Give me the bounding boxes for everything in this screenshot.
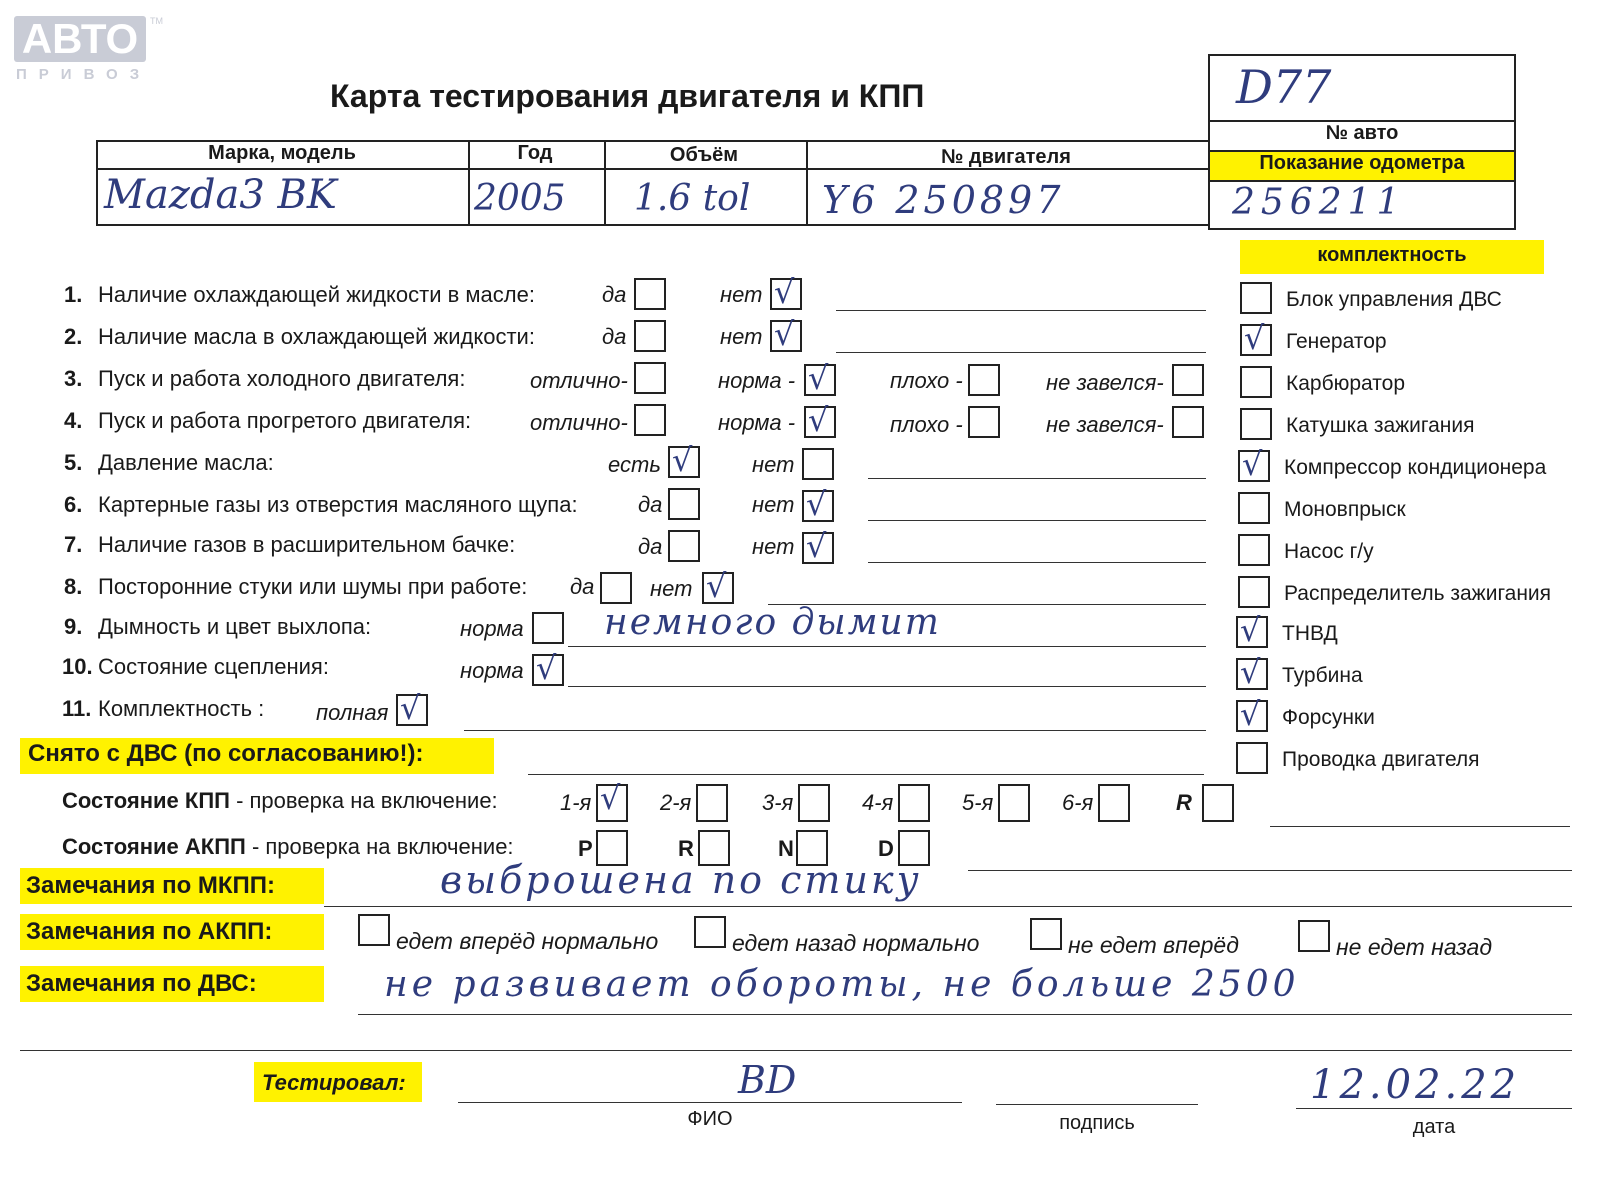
fio-line: [458, 1102, 962, 1103]
removed-label: Снято с ДВС (по согласованию!):: [28, 740, 424, 767]
check-mark-icon: √: [672, 441, 693, 479]
akpp-no-back-label: не едет назад: [1336, 934, 1493, 960]
gear-checkbox[interactable]: [1098, 784, 1130, 822]
question-text: Комплектность :: [98, 696, 265, 721]
q3-normal-checkbox[interactable]: [804, 359, 836, 397]
dvs-remarks-value: не развивает обороты, не больше 2500: [384, 964, 1300, 1005]
q5-est-checkbox[interactable]: [668, 441, 700, 479]
kit-checkbox[interactable]: [1238, 576, 1270, 608]
odometer-label: Показание одометра: [1259, 152, 1465, 174]
kit-checkbox[interactable]: [1236, 653, 1268, 691]
gear-label: 1-я: [560, 790, 592, 815]
gear-label: 2-я: [660, 790, 692, 815]
question-number: 2.: [64, 324, 83, 349]
gear-label: 3-я: [762, 790, 794, 815]
year-label: Год: [517, 142, 553, 164]
q7-da-checkbox[interactable]: [668, 530, 700, 562]
logo: [14, 16, 164, 86]
engine-label: № двигателя: [941, 146, 1071, 168]
question-number: 4.: [64, 408, 83, 433]
question-number: 3.: [64, 366, 83, 391]
question-number: 5.: [64, 450, 83, 475]
akpp-forward-ok-label: едет вперёд нормально: [396, 928, 659, 954]
akpp-mode-label: R: [678, 836, 694, 861]
check-mark-icon: √: [1244, 319, 1265, 357]
q5-est-label: есть: [608, 452, 661, 477]
q10-norma-checkbox[interactable]: [532, 649, 564, 687]
q4-bad-checkbox[interactable]: [968, 406, 1000, 438]
question-text: Пуск и работа холодного двигателя:: [98, 366, 466, 391]
kit-item-label: Проводка двигателя: [1282, 748, 1480, 771]
car-id-label: № авто: [1325, 122, 1399, 144]
kpp-label: [62, 788, 498, 814]
q9-norma-label: норма: [460, 616, 524, 641]
kit-checkbox[interactable]: [1236, 742, 1268, 774]
akpp-no-forward-checkbox[interactable]: [1030, 918, 1062, 950]
q3-bad-label: плохо -: [890, 368, 963, 393]
gear-checkbox[interactable]: [696, 784, 728, 822]
kit-item-label: Форсунки: [1282, 706, 1375, 729]
kit-checkbox[interactable]: [1240, 366, 1272, 398]
dvs-remarks-label: Замечания по ДВС:: [26, 970, 257, 997]
q4-bad-label: плохо -: [890, 412, 963, 437]
question-number: 1.: [64, 282, 83, 307]
akpp-label-bold: Состояние АКПП: [62, 834, 246, 859]
check-mark-icon: √: [808, 401, 829, 439]
extra-line: [20, 1050, 1572, 1051]
gear-checkbox[interactable]: [898, 784, 930, 822]
kpp-label-bold: Состояние КПП: [62, 788, 230, 813]
check-mark-icon: √: [806, 527, 827, 565]
kit-item-label: Катушка зажигания: [1286, 414, 1475, 437]
date-value: 12.02.22: [1310, 1062, 1521, 1108]
q9-norma-checkbox[interactable]: [532, 612, 564, 644]
q11-full-label: полная: [316, 700, 389, 725]
kit-checkbox[interactable]: [1236, 695, 1268, 733]
kpp-comment-line: [1270, 826, 1570, 827]
q3-normal-label: норма -: [718, 368, 796, 393]
q2-da-label: да: [602, 324, 627, 349]
gear-checkbox[interactable]: [798, 784, 830, 822]
kit-item-label: Генератор: [1286, 330, 1387, 353]
kit-checkbox[interactable]: [1240, 282, 1272, 314]
q6-da-checkbox[interactable]: [668, 488, 700, 520]
gear-checkbox[interactable]: [596, 779, 628, 822]
q3-excellent-label: отлично-: [530, 368, 628, 393]
question-text: Давление масла:: [98, 450, 274, 475]
kit-item-label: ТНВД: [1282, 622, 1338, 645]
volume-value: 1.6 tol: [634, 178, 751, 219]
q4-nostart-checkbox[interactable]: [1172, 406, 1204, 438]
q6-net-checkbox[interactable]: [802, 485, 834, 523]
dvs-remarks-line: [358, 1014, 1572, 1015]
gear-label: 5-я: [962, 790, 994, 815]
q4-normal-label: норма -: [718, 410, 796, 435]
q2-da-checkbox[interactable]: [634, 320, 666, 352]
check-mark-icon: √: [1242, 445, 1263, 483]
kit-checkbox[interactable]: [1238, 445, 1270, 483]
q1-net-label: нет: [720, 282, 763, 307]
kit-checkbox[interactable]: [1236, 611, 1268, 649]
question-number: 6.: [64, 492, 83, 517]
q10-comment-line: [568, 686, 1206, 687]
check-mark-icon: √: [1240, 695, 1261, 733]
kpp-label-rest: - проверка на включение:: [229, 788, 498, 813]
question-text: Посторонние стуки или шумы при работе:: [98, 574, 528, 599]
q11-full-checkbox[interactable]: [396, 689, 428, 727]
mkpp-remarks-value: выброшена по стику: [440, 858, 922, 902]
check-mark-icon: √: [774, 273, 795, 311]
gear-label: 4-я: [862, 790, 894, 815]
kit-item-label: Распределитель зажигания: [1284, 582, 1552, 605]
q10-norma-label: норма: [460, 658, 524, 683]
akpp-mode-label: D: [878, 836, 894, 861]
question-number: 7.: [64, 532, 83, 557]
gear-checkbox[interactable]: [998, 784, 1030, 822]
check-mark-icon: √: [1240, 653, 1261, 691]
q2-net-label: нет: [720, 324, 763, 349]
q5-comment-line: [868, 478, 1206, 479]
logo-tm: TM: [150, 16, 163, 26]
volume-label: Объём: [669, 144, 739, 166]
q8-da-checkbox[interactable]: [600, 572, 632, 604]
car-id-value: D77: [1236, 60, 1332, 114]
question-text: Наличие охлаждающей жидкости в масле:: [98, 282, 535, 307]
akpp-label-rest: - проверка на включение:: [245, 834, 514, 859]
check-mark-icon: √: [808, 359, 829, 397]
q1-da-checkbox[interactable]: [634, 278, 666, 310]
q5-net-checkbox[interactable]: [802, 448, 834, 480]
page-title: Карта тестирования двигателя и КПП: [330, 78, 925, 114]
check-mark-icon: √: [400, 689, 421, 727]
check-mark-icon: √: [1240, 611, 1261, 649]
fio-caption: ФИО: [687, 1108, 733, 1130]
odometer-value: 256211: [1232, 182, 1406, 223]
q1-da-label: да: [602, 282, 627, 307]
kit-item-label: Блок управления ДВС: [1286, 288, 1502, 311]
date-caption: дата: [1412, 1116, 1456, 1138]
mkpp-remarks-label: Замечания по МКПП:: [26, 872, 276, 899]
kit-item-label: Карбюратор: [1286, 372, 1406, 395]
q1-comment-line: [836, 310, 1206, 311]
kit-item-label: Насос г/у: [1284, 540, 1374, 563]
signature-caption: подпись: [1059, 1112, 1135, 1134]
question-number: 9.: [64, 614, 83, 639]
q8-da-label: да: [570, 574, 595, 599]
q9-comment-line: [568, 646, 1206, 647]
akpp-remarks-label: Замечания по АКПП:: [26, 918, 273, 945]
q2-comment-line: [836, 352, 1206, 353]
signature-line: [996, 1104, 1198, 1105]
year-value: 2005: [474, 178, 566, 219]
removed-line: [528, 774, 1204, 775]
q9-comment: немного дымит: [604, 602, 941, 643]
akpp-comment-line: [968, 870, 1572, 871]
question-number: 10.: [62, 654, 93, 679]
check-mark-icon: √: [536, 649, 557, 687]
question-text: Наличие газов в расширительном бачке:: [98, 532, 516, 557]
kit-checkbox[interactable]: [1240, 319, 1272, 357]
kit-item-label: Компрессор кондиционера: [1284, 456, 1547, 479]
tester-value: BD: [738, 1058, 797, 1102]
check-mark-icon: √: [806, 485, 827, 523]
kit-title: комплектность: [1317, 244, 1467, 266]
q11-comment-line: [464, 730, 1206, 731]
engine-value: Y6 250897: [822, 178, 1065, 222]
q4-excellent-label: отлично-: [530, 410, 628, 435]
akpp-no-forward-label: не едет вперёд: [1068, 932, 1239, 958]
gear-label: 6-я: [1062, 790, 1094, 815]
q8-net-checkbox[interactable]: [702, 567, 734, 605]
q6-da-label: да: [638, 492, 663, 517]
question-text: Картерные газы из отверстия масляного щупа:: [98, 492, 578, 517]
gear-label: R: [1176, 790, 1192, 815]
akpp-back-ok-checkbox[interactable]: [694, 916, 726, 948]
kit-checkbox[interactable]: [1240, 408, 1272, 440]
check-mark-icon: √: [706, 567, 727, 605]
akpp-back-ok-label: едет назад нормально: [732, 930, 980, 956]
q5-net-label: нет: [752, 452, 795, 477]
question-number: 11.: [62, 696, 92, 721]
q2-net-checkbox[interactable]: [770, 315, 802, 353]
q4-normal-checkbox[interactable]: [804, 401, 836, 439]
q3-bad-checkbox[interactable]: [968, 364, 1000, 396]
question-text: Наличие масла в охлаждающей жидкости:: [98, 324, 535, 349]
kit-checkbox[interactable]: [1238, 492, 1270, 524]
tested-label: Тестировал:: [262, 1070, 406, 1095]
q3-excellent-checkbox[interactable]: [634, 362, 666, 394]
check-mark-icon: √: [774, 315, 795, 353]
q3-nostart-checkbox[interactable]: [1172, 364, 1204, 396]
logo-main: АВТО: [14, 16, 146, 62]
question-text: Пуск и работа прогретого двигателя:: [98, 408, 472, 433]
q3-nostart-label: не завелся-: [1046, 370, 1164, 395]
date-line: [1296, 1108, 1572, 1109]
question-text: Дымность и цвет выхлопа:: [98, 614, 372, 639]
q4-nostart-label: не завелся-: [1046, 412, 1164, 437]
logo-sub: ПРИВОЗ: [16, 66, 152, 83]
kit-item-label: Турбина: [1282, 664, 1363, 687]
q7-da-label: да: [638, 534, 663, 559]
q7-comment-line: [868, 562, 1206, 563]
q7-net-checkbox[interactable]: [802, 527, 834, 565]
check-mark-icon: √: [600, 779, 621, 817]
question-text: Состояние сцепления:: [98, 654, 329, 679]
q4-excellent-checkbox[interactable]: [634, 404, 666, 436]
brand-label: Марка, модель: [208, 142, 356, 164]
q1-net-checkbox[interactable]: [770, 273, 802, 311]
kit-checkbox[interactable]: [1238, 534, 1270, 566]
brand-value: Mazda3 BK: [104, 172, 337, 218]
akpp-mode-label: N: [778, 836, 794, 861]
akpp-forward-ok-checkbox[interactable]: [358, 914, 390, 946]
akpp-label: [62, 834, 514, 860]
akpp-no-back-checkbox[interactable]: [1298, 920, 1330, 952]
q6-net-label: нет: [752, 492, 795, 517]
q7-net-label: нет: [752, 534, 795, 559]
q6-comment-line: [868, 520, 1206, 521]
mkpp-remarks-line: [324, 906, 1572, 907]
kit-item-label: Моновпрыск: [1284, 498, 1406, 521]
akpp-mode-label: P: [578, 836, 593, 861]
gear-checkbox[interactable]: [1202, 784, 1234, 822]
q8-net-label: нет: [650, 576, 693, 601]
question-number: 8.: [64, 574, 83, 599]
